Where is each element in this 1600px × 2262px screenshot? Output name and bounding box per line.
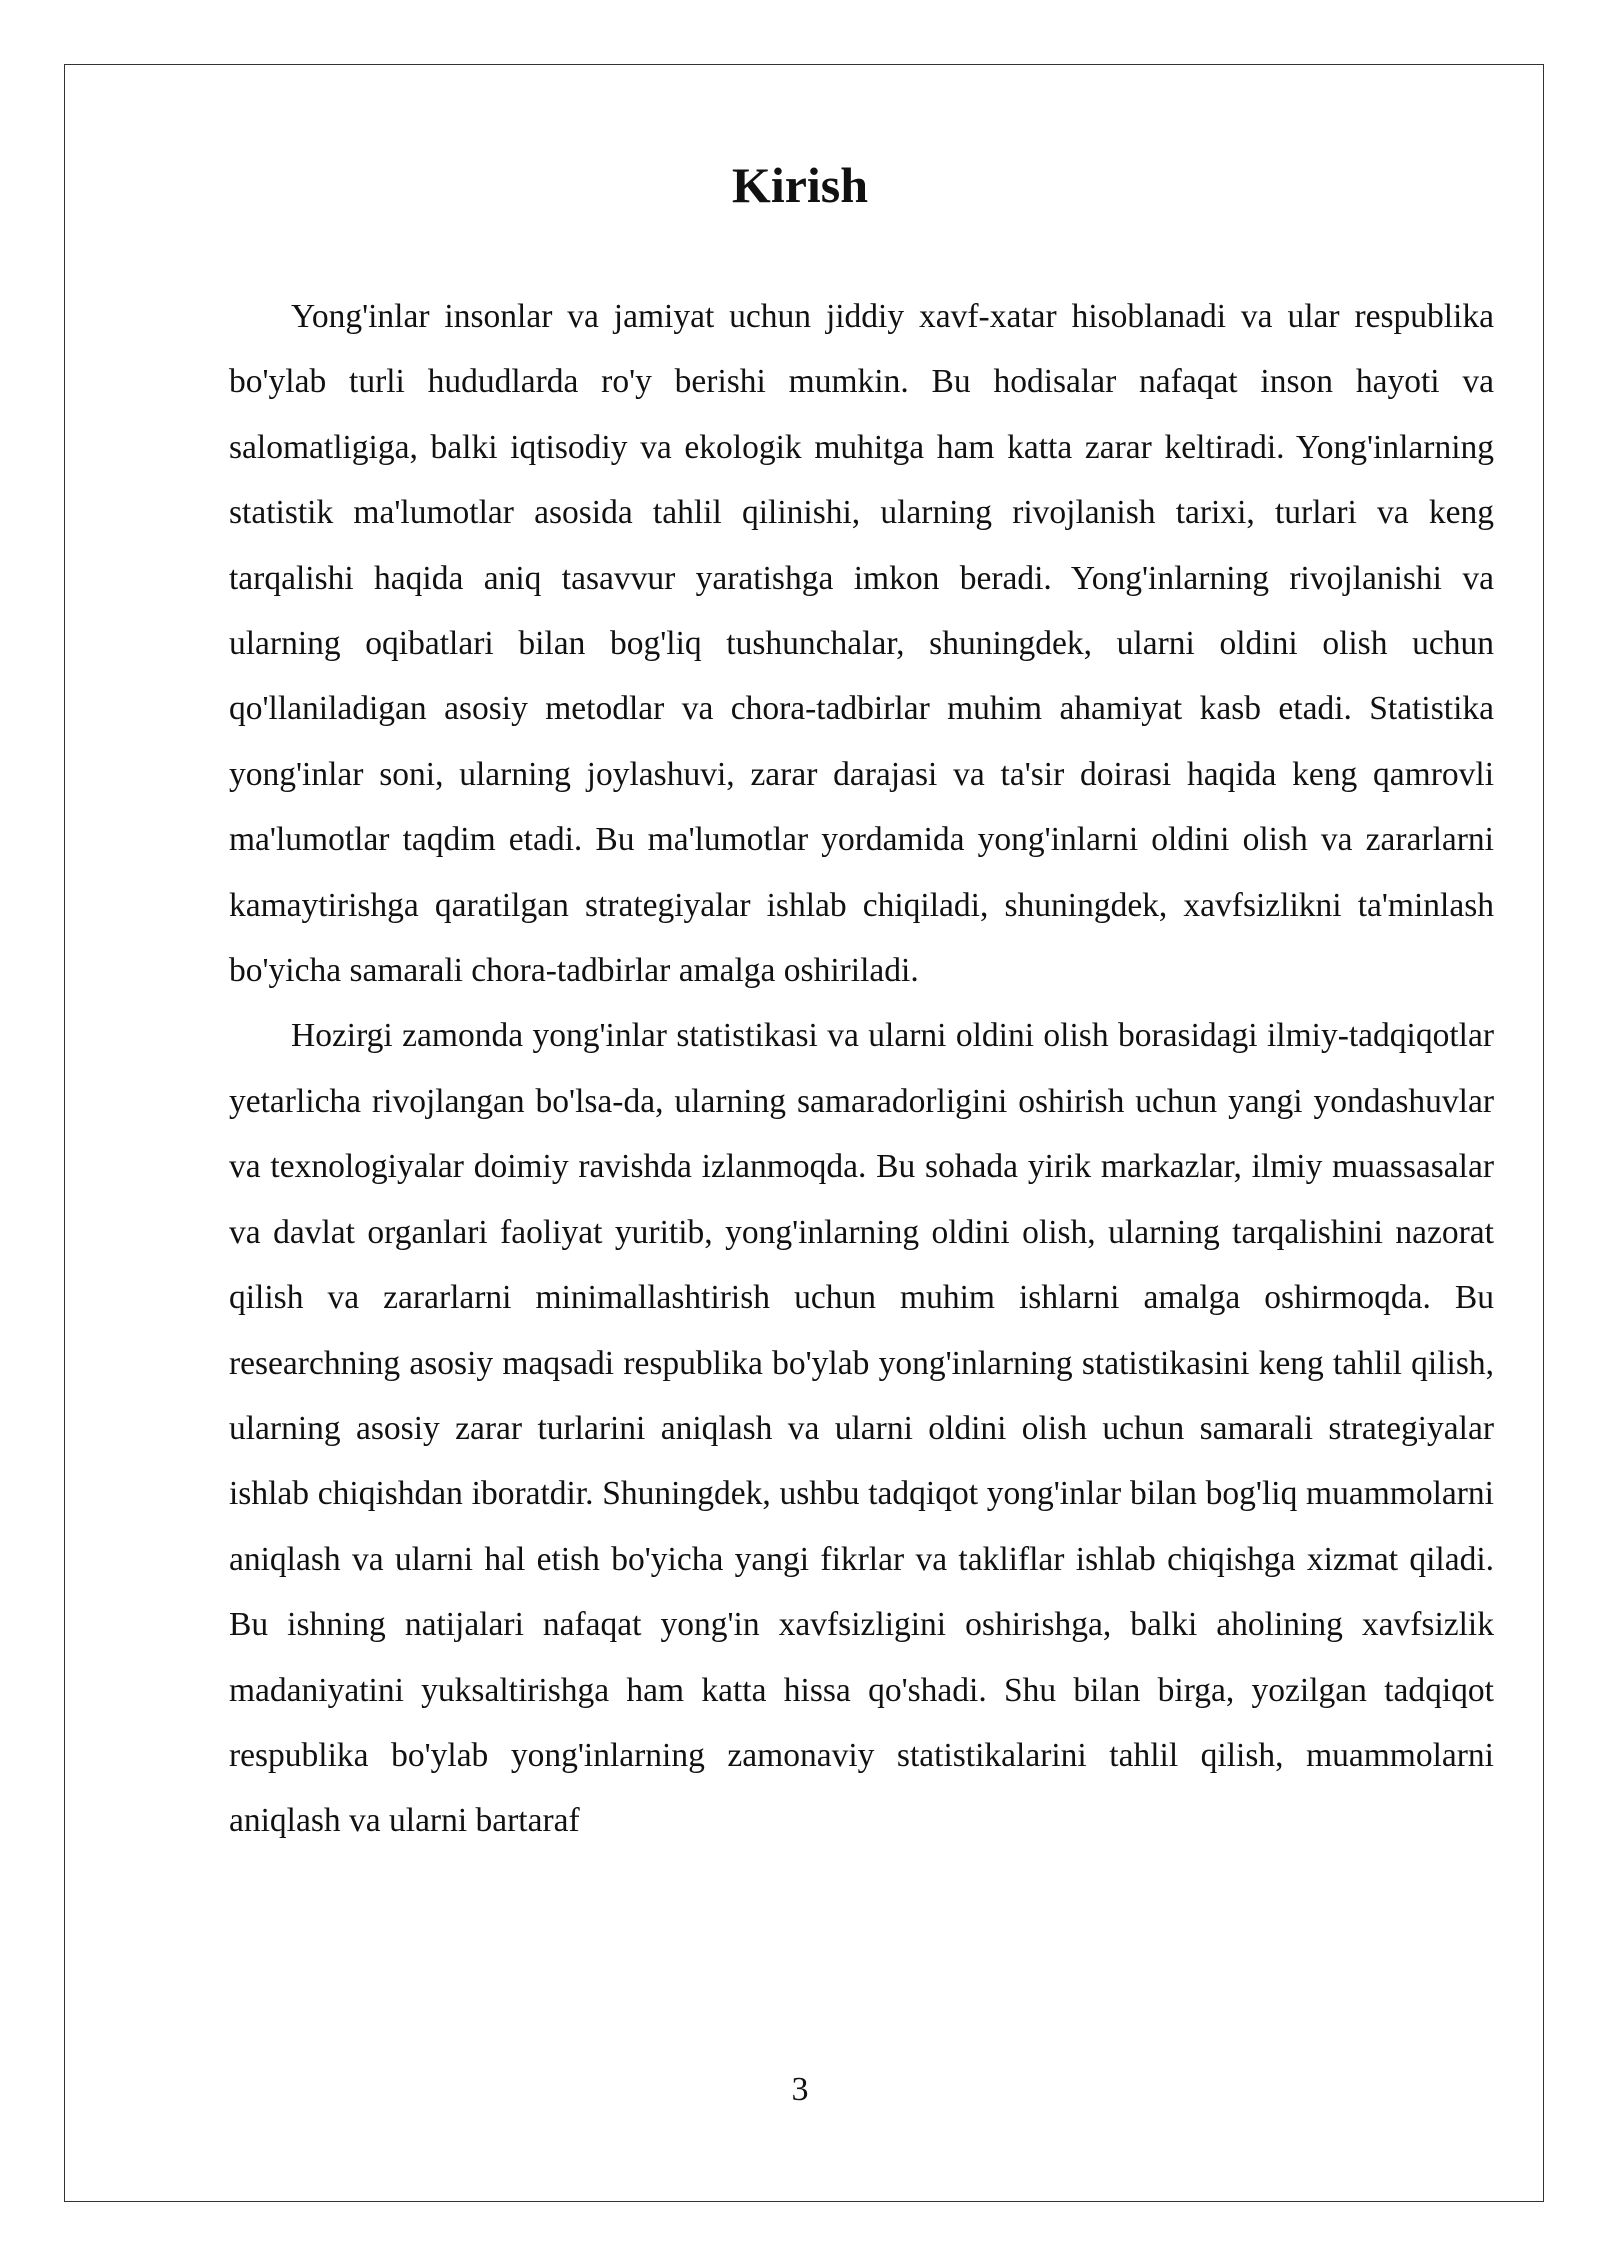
page-title: Kirish (731, 157, 869, 213)
body-text (229, 284, 1494, 1974)
paragraph-1: Yong'inlar insonlar va jamiyat uchun jiddiy xavf-xatar hisoblanadi va ular respublika bo'ylab turli hududlarda ro'y berishi mumkin. Bu hodisalar nafaqat inson hayoti va salomatligiga, balki iqtisodiy va ekologik muhitga ham katta zarar keltiradi. Yong'inlarning statistik ma'lumotlar asosida tahlil qilinishi, ularning rivojlanish tarixi, turlari va keng tarqalishi haqida aniq tasavvur yaratishga imkon beradi. Yong'inlarning rivojlanishi va ularning oqibatlari bilan bog'liq tushunchalar, shuningdek, ularni oldini olish uchun qo'llaniladigan asosiy metodlar va chora-tadbirlar muhim ahamiyat kasb etadi. Statistika yong'inlar soni, ularning joylashuvi, zarar darajasi va ta'sir doirasi haqida keng qamrovli ma'lumotlar taqdim etadi. Bu ma'lumotlar yordamida yong'inlarni oldini olish va zararlarni kamaytirishga qaratilgan strategiyalar ishlab chiqiladi, shuningdek, xavfsizlikni ta'minlash bo'yicha samarali chora-tadbirlar amalga oshiriladi. (229, 298, 1494, 990)
paragraph-2: Hozirgi zamonda yong'inlar statistikasi va ularni oldini olish borasidagi ilmiy-tadqiqotlar yetarlicha rivojlangan bo'lsa-da, ularning samaradorligini oshirish uchun yangi yondashuvlar va texnologiyalar doimiy ravishda izlanmoqda. Bu sohada yirik markazlar, ilmiy muassasalar va davlat organlari faoliyat yuritib, yong'inlarning oldini olish, ularning tarqalishini nazorat qilish va zararlarni minimallashtirish uchun muhim ishlarni amalga oshirmoqda. Bu researchning asosiy maqsadi respublika bo'ylab yong'inlarning statistikasini keng tahlil qilish, ularning asosiy zarar turlarini aniqlash va ularni oldini olish uchun samarali strategiyalar ishlab chiqishdan iboratdir. Shuningdek, ushbu tadqiqot yong'inlar bilan bog'liq muammolarni aniqlash va ularni hal etish bo'yicha yangi fikrlar va takliflar ishlab chiqishga xizmat qiladi. Bu ishning natijalari nafaqat yong'in xavfsizligini oshirishga, balki aholining xavfsizlik madaniyatini yuksaltirishga ham katta hissa qo'shadi. Shu bilan birga, yozilgan tadqiqot respublika bo'ylab yong'inlarning zamonaviy statistikalarini tahlil qilish, muammolarni aniqlash va ularni bartaraf (229, 1017, 1494, 1840)
page-number: 3 (791, 2071, 809, 2108)
